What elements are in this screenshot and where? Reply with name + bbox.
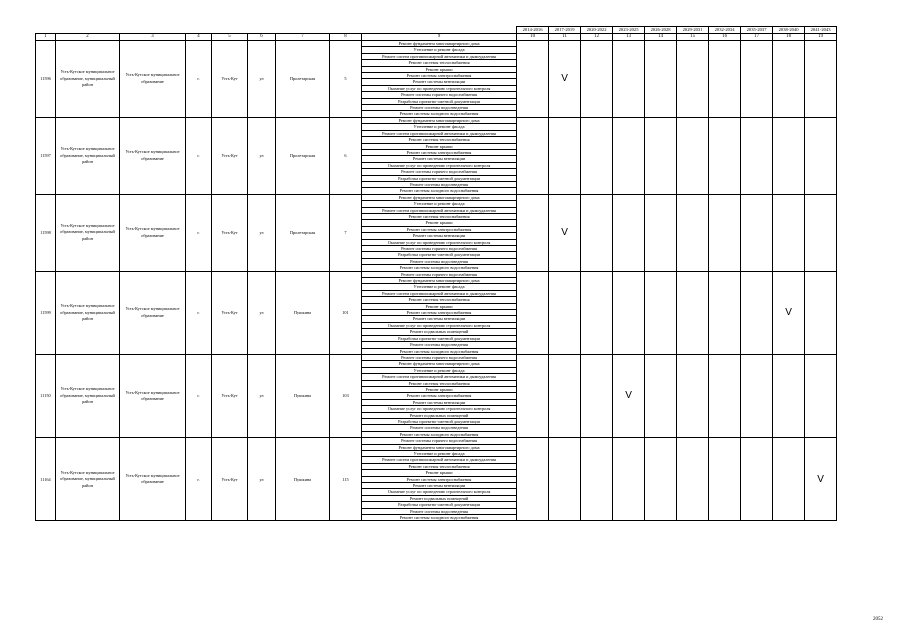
column-number-cell: 3	[120, 34, 186, 41]
column-number-cell: 6	[248, 34, 276, 41]
period-header-cell: 2041-2043	[805, 27, 837, 34]
period-header-cell: 2026-2028	[645, 27, 677, 34]
work-type: Ремонт системы теплоснабжения	[362, 380, 517, 386]
work-type: Ремонт системы вентиляции	[362, 233, 517, 239]
work-type: Разработка проектно-сметной документации	[362, 252, 517, 258]
street-type: ул	[248, 194, 276, 271]
period-cell	[709, 194, 741, 271]
street-name: Пролетарская	[276, 41, 330, 118]
work-type: Ремонт системы холодного водоснабжения	[362, 111, 517, 117]
work-type: Ремонт фундамента многоквартирного дома	[362, 278, 517, 284]
work-type: Ремонт систем противопожарной автоматики и дымоудаления	[362, 290, 517, 296]
municipality-name: Усть-Кутское муниципальное образование	[120, 41, 186, 118]
period-cell	[805, 354, 837, 437]
street-type: ул	[248, 354, 276, 437]
street-type: ул	[248, 41, 276, 118]
work-type: Ремонт системы теплоснабжения	[362, 60, 517, 66]
work-type: Ремонт крыши	[362, 220, 517, 226]
column-number-cell: 12	[581, 34, 613, 41]
period-cell	[581, 117, 613, 194]
work-type: Ремонт системы электроснабжения	[362, 393, 517, 399]
district-name: Усть-Кутское муниципальное образование, муниципальный район	[56, 354, 120, 437]
work-type: Ремонт системы теплоснабжения	[362, 463, 517, 469]
column-number-cell: 4	[186, 34, 212, 41]
period-cell	[709, 117, 741, 194]
work-type: Ремонт крыши	[362, 470, 517, 476]
work-type: Разработка проектно-сметной документации	[362, 418, 517, 424]
register-sheet	[35, 26, 836, 521]
work-type: Ремонт системы вентиляции	[362, 483, 517, 489]
work-type: Ремонт системы теплоснабжения	[362, 297, 517, 303]
period-cell	[645, 117, 677, 194]
work-type: Ремонт системы теплоснабжения	[362, 137, 517, 143]
work-type: Ремонт системы горячего водоснабжения	[362, 169, 517, 175]
work-type: Разработка проектно-сметной документации	[362, 502, 517, 508]
work-type: Ремонт системы водоотведения	[362, 181, 517, 187]
work-type: Утепление и ремонт фасада	[362, 47, 517, 53]
building-id: 11596	[36, 41, 56, 118]
settlement-name: Усть-Кут	[212, 438, 248, 521]
work-type: Ремонт крыши	[362, 303, 517, 309]
street-name: Пролетарская	[276, 194, 330, 271]
settlement-type: г.	[186, 354, 212, 437]
period-cell	[613, 117, 645, 194]
column-number-cell: 14	[645, 34, 677, 41]
work-type: Ремонт систем противопожарной автоматики и дымоудаления	[362, 207, 517, 213]
work-type: Ремонт подвальных помещений	[362, 412, 517, 418]
period-header-cell: 2035-2037	[741, 27, 773, 34]
period-cell	[741, 117, 773, 194]
period-mark: V	[549, 194, 581, 271]
period-cell	[517, 117, 549, 194]
column-number-cell: 13	[613, 34, 645, 41]
municipality-name: Усть-Кутское муниципальное образование	[120, 271, 186, 354]
period-cell	[581, 438, 613, 521]
settlement-name: Усть-Кут	[212, 354, 248, 437]
building-id: 11598	[36, 194, 56, 271]
municipality-name: Усть-Кутское муниципальное образование	[120, 354, 186, 437]
column-number-cell: 2	[56, 34, 120, 41]
period-cell	[581, 194, 613, 271]
period-cell	[741, 41, 773, 118]
work-type: Ремонт фундамента многоквартирного дома	[362, 194, 517, 200]
period-cell	[741, 354, 773, 437]
work-type: Ремонт фундамента многоквартирного дома	[362, 361, 517, 367]
period-cell	[805, 271, 837, 354]
work-type: Ремонт системы электроснабжения	[362, 73, 517, 79]
work-type: Ремонт системы вентиляции	[362, 316, 517, 322]
period-header-cell: 2014-2016	[517, 27, 549, 34]
building-id: 11164	[36, 438, 56, 521]
column-number-row	[36, 34, 837, 41]
period-cell	[741, 271, 773, 354]
house-number: 103	[330, 354, 362, 437]
period-cell	[677, 271, 709, 354]
work-type: Разработка проектно-сметной документации	[362, 98, 517, 104]
page-number: 2052	[873, 617, 883, 622]
column-number-cell: 16	[709, 34, 741, 41]
work-type: Утепление и ремонт фасада	[362, 451, 517, 457]
work-row	[36, 194, 837, 200]
street-type: ул	[248, 117, 276, 194]
work-type: Ремонт крыши	[362, 386, 517, 392]
period-cell	[773, 194, 805, 271]
street-name: Пушкина	[276, 271, 330, 354]
house-number: 115	[330, 438, 362, 521]
work-type: Ремонт системы горячего водоснабжения	[362, 92, 517, 98]
work-type: Утепление и ремонт фасада	[362, 367, 517, 373]
work-type: Ремонт системы электроснабжения	[362, 226, 517, 232]
period-cell	[581, 271, 613, 354]
works-register-table	[35, 26, 837, 521]
house-number: 6	[330, 117, 362, 194]
period-cell	[741, 438, 773, 521]
column-number-cell: 11	[549, 34, 581, 41]
work-type: Ремонт системы горячего водоснабжения	[362, 438, 517, 444]
settlement-type: г.	[186, 271, 212, 354]
period-cell	[613, 438, 645, 521]
column-number-cell: 10	[517, 34, 549, 41]
work-type: Ремонт системы электроснабжения	[362, 310, 517, 316]
district-name: Усть-Кутское муниципальное образование, муниципальный район	[56, 117, 120, 194]
period-cell	[581, 354, 613, 437]
period-cell	[677, 117, 709, 194]
work-row	[36, 354, 837, 360]
column-number-cell: 18	[773, 34, 805, 41]
work-type: Ремонт системы водоотведения	[362, 508, 517, 514]
column-number-cell: 9	[362, 34, 517, 41]
period-cell	[549, 271, 581, 354]
period-cell	[549, 438, 581, 521]
period-cell	[677, 194, 709, 271]
period-mark: V	[549, 41, 581, 118]
work-type: Ремонт систем противопожарной автоматики и дымоудаления	[362, 53, 517, 59]
work-type: Ремонт системы теплоснабжения	[362, 213, 517, 219]
work-type: Оказание услуг по проведению строительного контроля	[362, 406, 517, 412]
period-header-cell: 2023-2025	[613, 27, 645, 34]
district-name: Усть-Кутское муниципальное образование, муниципальный район	[56, 271, 120, 354]
work-row	[36, 41, 837, 47]
period-cell	[549, 117, 581, 194]
period-cell	[645, 41, 677, 118]
column-number-cell: 17	[741, 34, 773, 41]
work-type: Разработка проектно-сметной документации	[362, 175, 517, 181]
work-type: Ремонт системы холодного водоснабжения	[362, 348, 517, 354]
work-type: Ремонт подвальных помещений	[362, 329, 517, 335]
work-type: Утепление и ремонт фасада	[362, 201, 517, 207]
period-header-spacer	[36, 27, 517, 34]
period-cell	[645, 271, 677, 354]
work-type: Ремонт систем противопожарной автоматики и дымоудаления	[362, 130, 517, 136]
work-type: Ремонт системы холодного водоснабжения	[362, 265, 517, 271]
period-cell	[805, 117, 837, 194]
settlement-type: г.	[186, 438, 212, 521]
period-cell	[517, 354, 549, 437]
work-row	[36, 271, 837, 277]
work-type: Ремонт системы вентиляции	[362, 156, 517, 162]
settlement-name: Усть-Кут	[212, 117, 248, 194]
period-cell	[677, 354, 709, 437]
work-type: Ремонт системы горячего водоснабжения	[362, 246, 517, 252]
period-mark: V	[773, 271, 805, 354]
period-cell	[645, 194, 677, 271]
work-type: Ремонт систем противопожарной автоматики и дымоудаления	[362, 374, 517, 380]
period-cell	[709, 41, 741, 118]
work-type: Ремонт системы электроснабжения	[362, 476, 517, 482]
period-cell	[613, 41, 645, 118]
period-cell	[773, 41, 805, 118]
house-number: 5	[330, 41, 362, 118]
work-type: Ремонт системы горячего водоснабжения	[362, 354, 517, 360]
house-number: 7	[330, 194, 362, 271]
work-type: Оказание услуг по проведению строительного контроля	[362, 489, 517, 495]
work-type: Ремонт системы водоотведения	[362, 258, 517, 264]
building-id: 11150	[36, 354, 56, 437]
column-number-cell: 8	[330, 34, 362, 41]
column-number-cell: 15	[677, 34, 709, 41]
work-type: Ремонт системы холодного водоснабжения	[362, 515, 517, 521]
work-type: Ремонт системы водоотведения	[362, 342, 517, 348]
period-header-cell: 2017-2019	[549, 27, 581, 34]
work-type: Ремонт системы водоотведения	[362, 105, 517, 111]
period-cell	[517, 194, 549, 271]
period-header-cell: 2020-2022	[581, 27, 613, 34]
period-cell	[773, 117, 805, 194]
period-header-row	[36, 27, 837, 34]
period-cell	[709, 354, 741, 437]
municipality-name: Усть-Кутское муниципальное образование	[120, 194, 186, 271]
period-cell	[773, 354, 805, 437]
work-type: Ремонт крыши	[362, 66, 517, 72]
settlement-type: г.	[186, 41, 212, 118]
work-type: Оказание услуг по проведению строительного контроля	[362, 162, 517, 168]
column-number-cell: 7	[276, 34, 330, 41]
period-cell	[613, 194, 645, 271]
work-type: Ремонт системы вентиляции	[362, 79, 517, 85]
work-type: Ремонт системы горячего водоснабжения	[362, 271, 517, 277]
district-name: Усть-Кутское муниципальное образование, муниципальный район	[56, 438, 120, 521]
period-cell	[517, 438, 549, 521]
period-header-cell: 2032-2034	[709, 27, 741, 34]
period-cell	[677, 41, 709, 118]
work-type: Ремонт системы электроснабжения	[362, 149, 517, 155]
work-type: Ремонт системы холодного водоснабжения	[362, 188, 517, 194]
building-id: 11599	[36, 271, 56, 354]
period-cell	[581, 41, 613, 118]
work-type: Ремонт системы вентиляции	[362, 399, 517, 405]
street-name: Пушкина	[276, 354, 330, 437]
settlement-type: г.	[186, 117, 212, 194]
period-cell	[677, 438, 709, 521]
work-type: Ремонт фундамента многоквартирного дома	[362, 444, 517, 450]
period-cell	[773, 438, 805, 521]
period-cell	[805, 194, 837, 271]
work-type: Оказание услуг по проведению строительного контроля	[362, 85, 517, 91]
municipality-name: Усть-Кутское муниципальное образование	[120, 438, 186, 521]
street-type: ул	[248, 438, 276, 521]
period-cell	[709, 271, 741, 354]
period-cell	[709, 438, 741, 521]
work-type: Ремонт фундамента многоквартирного дома	[362, 117, 517, 123]
work-type: Утепление и ремонт фасада	[362, 124, 517, 130]
street-name: Пушкина	[276, 438, 330, 521]
work-type: Ремонт фундамента многоквартирного дома	[362, 41, 517, 47]
building-id: 11597	[36, 117, 56, 194]
period-cell	[549, 354, 581, 437]
settlement-type: г.	[186, 194, 212, 271]
period-header-cell: 2038-2040	[773, 27, 805, 34]
period-mark: V	[613, 354, 645, 437]
period-cell	[613, 271, 645, 354]
work-row	[36, 438, 837, 444]
period-cell	[517, 271, 549, 354]
work-type: Оказание услуг по проведению строительного контроля	[362, 322, 517, 328]
street-type: ул	[248, 271, 276, 354]
period-cell	[645, 438, 677, 521]
period-cell	[805, 41, 837, 118]
settlement-name: Усть-Кут	[212, 194, 248, 271]
period-cell	[517, 41, 549, 118]
municipality-name: Усть-Кутское муниципальное образование	[120, 117, 186, 194]
period-mark: V	[805, 438, 837, 521]
street-name: Пролетарская	[276, 117, 330, 194]
work-type: Ремонт системы водоотведения	[362, 425, 517, 431]
work-type: Ремонт систем противопожарной автоматики и дымоудаления	[362, 457, 517, 463]
column-number-cell: 19	[805, 34, 837, 41]
period-header-cell: 2029-2031	[677, 27, 709, 34]
work-type: Ремонт системы холодного водоснабжения	[362, 431, 517, 437]
work-row	[36, 117, 837, 123]
work-type: Ремонт крыши	[362, 143, 517, 149]
district-name: Усть-Кутское муниципальное образование, муниципальный район	[56, 194, 120, 271]
column-number-cell: 1	[36, 34, 56, 41]
house-number: 101	[330, 271, 362, 354]
work-type: Разработка проектно-сметной документации	[362, 335, 517, 341]
work-type: Оказание услуг по проведению строительного контроля	[362, 239, 517, 245]
column-number-cell: 5	[212, 34, 248, 41]
settlement-name: Усть-Кут	[212, 41, 248, 118]
work-type: Ремонт подвальных помещений	[362, 495, 517, 501]
work-type: Утепление и ремонт фасада	[362, 284, 517, 290]
settlement-name: Усть-Кут	[212, 271, 248, 354]
district-name: Усть-Кутское муниципальное образование, муниципальный район	[56, 41, 120, 118]
period-cell	[645, 354, 677, 437]
period-cell	[741, 194, 773, 271]
